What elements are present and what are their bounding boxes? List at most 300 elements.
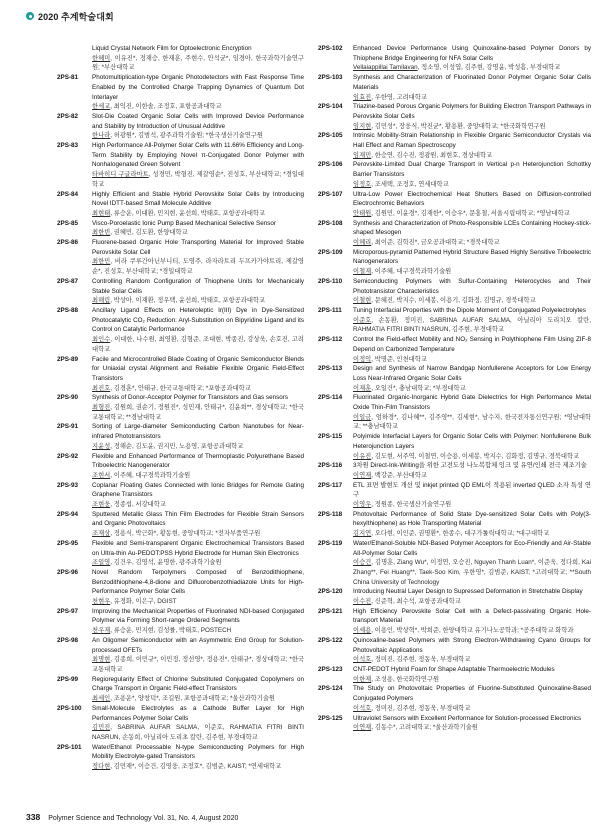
entry-title: An Oligomer Semiconductor with an Asymmetric End Group for Solution-processed OFETs xyxy=(92,636,304,654)
poster-number: 2PS-112 xyxy=(318,336,343,344)
poster-number: 2PS-100 xyxy=(57,704,82,712)
coauthors-affiliations: , 김종희, 이민규*, 이민정, 정선영*, 정용진*, 안태규*, 경상대학교; *한국교통대학교 xyxy=(92,656,304,673)
entry-title: Ancillary Ligand Effects on Heteroleptic Ir(III) Dye in Dye-Sensitized Photocatalytic CO₂ Reduction: Aryl-Substitution on Bipyridine Ligand and its Control on Catalytic Performance xyxy=(92,306,304,334)
poster-number: 2PS-120 xyxy=(318,588,343,596)
entry-title: 3차원 Direct-Ink-Writing을 위한 고전도성 나노복합체 잉크 및 유연/인쇄 전극 제조기술 xyxy=(353,462,587,470)
presenter-name: Vellaiappillai Tamilavan xyxy=(353,64,418,72)
entry-title: Water/Ethanol Processable N-type Semiconducting Polymers for High Mobility Electrolyte-gated Transistors xyxy=(92,743,304,761)
presenter-name: 천우재 xyxy=(92,627,111,635)
entry-authors xyxy=(92,762,304,772)
presenter-name: 이석호 xyxy=(353,704,372,712)
entry-body xyxy=(353,665,591,684)
coauthors-affiliations: , 신준혁, 최수석, 포항공과대학교 xyxy=(371,598,461,606)
entry-authors xyxy=(92,102,304,112)
entry-body xyxy=(92,44,304,73)
entry-title: Synthesis and Characterization of Fluorinated Donor Polymer Organic Solar Cells Materials xyxy=(353,74,591,91)
entry-authors xyxy=(92,723,304,742)
entry-authors xyxy=(92,471,304,481)
entry-authors xyxy=(92,228,304,238)
entry-body xyxy=(92,355,304,394)
program-entry xyxy=(57,704,304,743)
program-entry xyxy=(57,190,304,219)
entry-body xyxy=(92,607,304,636)
program-entry xyxy=(57,510,304,539)
program-entry xyxy=(318,73,591,102)
entry-title: Quinoxaline-based Polymers with Strong Electron-Withdrawing Cyano Groups for Photovoltaic Applications xyxy=(353,636,591,654)
entry-body xyxy=(353,636,591,665)
program-entry xyxy=(318,102,591,131)
entry-body xyxy=(353,44,591,73)
coauthors-affiliations: , 권혜민, 김도환, 한양대학교 xyxy=(110,229,188,237)
entry-authors xyxy=(92,384,304,394)
entry-title: Visco-Poroelastic Ionic Pump Based Mechanical Selective Sensor xyxy=(92,219,276,227)
program-entry xyxy=(57,219,304,238)
entry-body xyxy=(92,704,304,743)
program-entry xyxy=(57,277,304,306)
entry-body xyxy=(353,393,591,432)
presenter-name: 이영우 xyxy=(353,501,372,509)
poster-number: 2PS-109 xyxy=(318,248,343,256)
presenter-name: 이재훈 xyxy=(353,384,372,392)
journal-citation: Polymer Science and Technology Vol. 31, No. 4, August 2020 xyxy=(48,815,239,822)
poster-number: 2PS-119 xyxy=(318,539,343,547)
program-entry xyxy=(57,452,304,481)
poster-number: 2PS-88 xyxy=(57,306,79,314)
poster-number: 2PS-113 xyxy=(318,365,343,373)
poster-number: 2PS-117 xyxy=(318,481,343,489)
program-entry xyxy=(57,636,304,675)
entry-title: Synthesis and Characterization of Photo-Responsible LCEs Containing Hockey-stick-shaped Mesogen xyxy=(353,219,591,237)
poster-number: 2PS-86 xyxy=(57,239,79,247)
program-entry xyxy=(318,160,591,189)
entry-authors xyxy=(353,529,591,539)
poster-number: 2PS-115 xyxy=(318,433,343,441)
presenter-name: 이석호 xyxy=(353,656,372,664)
entry-authors xyxy=(92,500,304,510)
right-column xyxy=(318,44,591,733)
entry-authors xyxy=(353,452,591,462)
poster-number: 2PS-105 xyxy=(318,132,343,140)
program-entry xyxy=(318,364,591,393)
entry-body xyxy=(92,238,304,277)
poster-number: 2PS-87 xyxy=(57,277,79,285)
entry-body xyxy=(353,432,591,461)
presenter-name: 최명현 xyxy=(92,656,111,664)
entry-authors xyxy=(92,694,304,704)
entry-body xyxy=(92,393,304,422)
entry-title: Perovskite-Limited Dual Charge Transport in Vertical p-n Heterojunction Schottky Barrier Transistors xyxy=(353,161,591,179)
left-column xyxy=(57,44,304,772)
poster-number: 2PS-92 xyxy=(57,452,79,460)
poster-number: 2PS-89 xyxy=(57,355,79,363)
program-entry xyxy=(57,44,304,73)
coauthors-affiliations: , 최익진, 이한솔, 조정호, 포항공과대학교 xyxy=(110,103,222,111)
presenter-name: 이혜리 xyxy=(353,239,372,247)
coauthors-affiliations: , 우한영, 고려대학교 xyxy=(371,93,427,101)
entry-authors xyxy=(92,558,304,568)
entry-body xyxy=(353,219,591,248)
poster-number: 2PS-104 xyxy=(318,103,343,111)
program-entry xyxy=(57,306,304,355)
coauthors-affiliations: , 김경훈*, 안태규, 한국교통대학교; *포항공과대학교 xyxy=(110,384,251,392)
entry-authors xyxy=(353,180,591,190)
entry-authors xyxy=(353,704,591,714)
entry-body xyxy=(353,481,591,510)
entry-authors xyxy=(353,558,591,587)
entry-body xyxy=(92,675,304,704)
poster-number: 2PS-124 xyxy=(318,685,343,693)
presenter-name: 이정익 xyxy=(353,355,372,363)
entry-title: Design and Synthesis of Narrow Bandgap Nonfullerene Acceptors for Low Energy Loss Near-Infrared Organic Solar Cells xyxy=(353,365,591,382)
poster-number: 2PS-94 xyxy=(57,510,79,518)
program-entry xyxy=(318,131,591,160)
entry-title: Sputtered Metallic Glass Thin Film Electrodes for Flexible Strain Sensors and Organic Photovoltaics xyxy=(92,510,304,528)
coauthors-affiliations: , 박명준, 인천대학교 xyxy=(371,355,427,363)
entry-authors xyxy=(353,296,591,306)
entry-body xyxy=(353,102,591,131)
presenter-name: 조재상 xyxy=(92,530,111,538)
presenter-name: 정다현 xyxy=(92,763,111,771)
entry-title: Control the Field-effect Mobility and NO₂ Sensing in Polythiophene Film Using ZIF-8 Depend on Carbonized Temperature xyxy=(353,336,591,353)
presenter-name: 최세인 xyxy=(92,695,111,703)
coauthors-affiliations: , 유정화, 이은구, DGIST xyxy=(110,598,177,606)
entry-body xyxy=(353,364,591,393)
entry-title: Triazine-based Porous Organic Polymers for Building Electron Transport Pathways in Perovskite Solar Cells xyxy=(353,103,591,120)
entry-body xyxy=(353,190,591,219)
coauthors-affiliations: , SABRINA AUFAR SALMA, 이준호, RAHMATIA FITRI BINTI NASRUN, 손동희, 아닐리아 도리초 칼란, 김주현, 부경대학교 xyxy=(92,724,304,741)
poster-number: 2PS-122 xyxy=(318,636,343,644)
coauthors-affiliations: , 엄하경*, 김나혜**, 김주영**, 김세현*, 남수지, 한국전자통신연구원; *영남대학교; **충남대학교 xyxy=(353,413,591,431)
presenter-name: 이승건 xyxy=(353,559,372,567)
program-entry xyxy=(318,44,591,73)
section-header xyxy=(26,10,114,22)
entry-body xyxy=(353,587,591,606)
coauthors-affiliations: , 이주혜, 대구경북과학기술원 xyxy=(371,268,452,276)
entry-title: Intrinsic Mobility-Strain Relationship in Flexible Organic Semiconductor Crystals via Hall Effect and Raman Spectroscopy xyxy=(353,132,591,150)
entry-body xyxy=(353,335,591,364)
entry-authors xyxy=(92,597,304,607)
entry-authors xyxy=(92,626,304,636)
poster-number: 2PS-107 xyxy=(318,190,343,198)
coauthors-affiliations: , 김동수*, 고려대학교; *울산과학기술원 xyxy=(371,724,478,732)
entry-title: Ultra-Low Power Electrochemical Heat Shutters Based on Diffusion-controlled Electrochromic Behaviors xyxy=(353,190,591,208)
presenter-name: 최형진 xyxy=(92,404,111,412)
program-entry xyxy=(318,539,591,588)
entry-authors xyxy=(92,403,304,422)
entry-authors xyxy=(353,384,591,394)
program-entry xyxy=(57,675,304,704)
entry-title: The Study on Photovoltaic Properties of Fluorine-Substituted Quinoxaline-Based Conjugated Polymers xyxy=(353,685,591,703)
entry-title: Fluorinated Organic-Inorganic Hybrid Gate Dielectrics for High Performance Metal Oxide Thin-Film Transistors xyxy=(353,394,591,412)
entry-title: Liquid Crystal Network Film for Optoelectronic Encryption xyxy=(92,45,252,52)
entry-body xyxy=(353,131,591,160)
entry-title: Novel Random Terpolymers Composed of Benzodithiophene, Benzodithiophene-4,8-dione and Difluorobenzothiadiazole Units for High-Performance Polymer Solar Cells xyxy=(92,568,304,596)
entry-authors xyxy=(92,54,304,73)
presenter-name: 김지연 xyxy=(353,530,372,538)
program-entry xyxy=(318,190,591,219)
program-entry xyxy=(57,141,304,190)
entry-body xyxy=(92,743,304,772)
entry-authors xyxy=(353,209,591,219)
entry-authors xyxy=(353,675,591,685)
entry-title: High Performance All-Polymer Solar Cells with 11.66% Efficiency and Long-Term Stability by Employing Novel π-Conjugated Donor Polymer with Nonhalogenated Green Solvent xyxy=(92,142,304,169)
poster-number: 2PS-121 xyxy=(318,607,343,615)
presenter-name: 임효진 xyxy=(353,93,372,101)
poster-number: 2PS-125 xyxy=(318,714,343,722)
entry-body xyxy=(92,636,304,675)
coauthors-affiliations: , 이주혜, 대구경북과학기술원 xyxy=(110,471,191,479)
presenter-name: 타바히디 구글라마트 xyxy=(92,171,149,179)
program-entry xyxy=(57,481,304,510)
entry-title: Photomultiplication-type Organic Photodetectors with Fast Response Time Enabled by the Controlled Charge Trapping Dynamics of Quantum Dot Interlayer xyxy=(92,74,304,101)
entry-title: High Efficiency Perovskite Solar Cell with a Defect-passivating Organic Hole-transport Material xyxy=(353,607,591,625)
poster-number: 2PS-90 xyxy=(57,394,79,402)
coauthors-affiliations: , 이용인, 박상혁*, 박희준, 한양대학교 유기나노공학과; *공주대학교 화학과 xyxy=(371,627,574,635)
entry-body xyxy=(353,510,591,539)
coauthors-affiliations: , 이대한, 나수원, 최영환, 김형준, 조대현, 박종진, 강상욱, 손호진, 고려대학교 xyxy=(92,336,304,353)
entry-authors xyxy=(353,413,591,432)
entry-title: Introducing Neutral Layer Design to Supressed Deformation in Stretchable Display xyxy=(353,588,583,596)
entry-body xyxy=(92,277,304,306)
entry-title: Coplanar Floating Gates Connected with Ionic Bridges for Remote Gating Graphene Transistors xyxy=(92,481,304,499)
presenter-name: 임재민 xyxy=(353,151,372,159)
entry-title: Enhanced Device Performance Using Quinoxaline-based Polymer Donors by Thiophene Bridge Engineering for NFA Solar Cells xyxy=(353,45,591,62)
presenter-name: 천현우 xyxy=(92,598,111,606)
coauthors-affiliations: , 류승운, 이대환, 민지현, 윤선희, 박태호, 포항공과대학교 xyxy=(110,209,266,217)
page-number: 338 xyxy=(26,812,41,822)
entry-authors xyxy=(353,655,591,665)
entry-body xyxy=(353,160,591,189)
presenter-name: 이철재 xyxy=(353,268,372,276)
entry-body xyxy=(92,422,304,451)
entry-authors xyxy=(353,93,591,103)
poster-number: 2PS-116 xyxy=(318,462,343,470)
poster-number: 2PS-108 xyxy=(318,219,343,227)
entry-body xyxy=(92,452,304,481)
entry-authors xyxy=(92,296,304,306)
presenter-name: 최인수 xyxy=(92,336,111,344)
entry-authors xyxy=(353,316,591,335)
presenter-name: 조현웅 xyxy=(92,501,111,509)
presenter-name: 조현서 xyxy=(92,471,111,479)
program-entry xyxy=(318,684,591,713)
coauthors-affiliations: , 정종섭, 서강대학교 xyxy=(110,501,166,509)
entry-body xyxy=(92,481,304,510)
program-entry xyxy=(57,539,304,568)
entry-authors xyxy=(92,257,304,276)
program-entry xyxy=(57,112,304,141)
entry-body xyxy=(353,607,591,636)
program-entry xyxy=(57,743,304,772)
program-entry xyxy=(318,335,591,364)
coauthors-affiliations: , 이유진*, 정재승, 한재훈, 주현수, 안석균*, 임경아, 한국과학기술연구원; *부산대학교 xyxy=(92,54,304,72)
presenter-name: 최진호 xyxy=(92,384,111,392)
coauthors-affiliations: , 박상아, 이재환, 정우택, 윤선희, 박태호, 포항공과대학교 xyxy=(110,297,266,305)
entry-title: Water/Ethanol-Soluble NDI-Based Polymer Acceptors for Eco-Friendly and Air-Stable All-Polymer Solar Cells xyxy=(353,539,591,557)
poster-number: 2PS-83 xyxy=(57,142,79,150)
conference-title: 2020 추계학술대회 xyxy=(38,11,114,22)
coauthors-affiliations: , 한승연, 김수진, 정광원, 최현호, 경상대학교 xyxy=(371,151,493,159)
presenter-name: 한혜미 xyxy=(92,54,111,62)
entry-body xyxy=(353,248,591,277)
coauthors-affiliations: , 성경민, 박형진, 제갈영순*, 진성호, 부산대학교; *경일대학교 xyxy=(92,171,304,188)
coauthors-affiliations: , 백강준, 부산대학교 xyxy=(371,471,427,479)
presenter-name: 이수진 xyxy=(353,598,372,606)
presenter-name: 한세교 xyxy=(92,103,111,111)
presenter-name: 이연재 xyxy=(353,724,372,732)
entry-authors xyxy=(92,170,304,189)
program-entry xyxy=(318,587,591,606)
program-entry xyxy=(318,665,591,684)
program-entry xyxy=(318,277,591,306)
entry-title: CNT-PEDOT Hybrid Foam for Shape Adaptable Thermoelectric Modules xyxy=(353,666,555,673)
presenter-name: 조일영 xyxy=(92,559,111,567)
entry-body xyxy=(92,568,304,607)
page-footer xyxy=(26,812,238,822)
coauthors-affiliations: , 김민재*, 이승건, 김영웅, 조정호*, 김범준, KAIST; *연세대학교 xyxy=(110,763,282,771)
poster-number: 2PS-103 xyxy=(318,74,343,82)
presenter-name: 최한빈 xyxy=(92,229,111,237)
program-entry xyxy=(57,393,304,422)
entry-body xyxy=(92,539,304,568)
presenter-name: 이세용 xyxy=(353,627,372,635)
coauthors-affiliations: , 손동환, 정미진, SABRINA AUFAR SALMA, 아닐리아 도리치오 칼란, RAHMATIA FITRI BINTI NASRUN, 김주현, 부경대학교 xyxy=(353,316,591,334)
entry-authors xyxy=(353,723,591,733)
presenter-name: 안태원 xyxy=(353,209,372,217)
poster-number: 2PS-111 xyxy=(318,306,342,314)
program-entry xyxy=(318,461,591,480)
program-entry xyxy=(318,510,591,539)
entry-authors xyxy=(353,355,591,365)
poster-number: 2PS-123 xyxy=(318,666,343,673)
program-entry xyxy=(318,607,591,636)
entry-authors xyxy=(353,500,591,510)
entry-authors xyxy=(92,131,304,141)
entry-body xyxy=(92,190,304,219)
presenter-name: 김민진 xyxy=(92,724,111,732)
program-entry xyxy=(57,73,304,112)
entry-title: Tuning Interfacial Properties with the Dipole Moment of Conjugated Polyelectrolytes xyxy=(353,306,586,314)
entry-authors xyxy=(92,335,304,354)
poster-number: 2PS-81 xyxy=(57,74,79,82)
program-entry xyxy=(318,219,591,248)
entry-title: Highly Efficient and Stable Hybrid Perovskite Solar Cells by Introducing Novel IDTT-based Small Molecule Additive xyxy=(92,190,304,208)
coauthors-affiliations: , 조성용, 한국화학연구원 xyxy=(371,675,440,683)
poster-number: 2PS-84 xyxy=(57,190,79,198)
program-entry xyxy=(318,714,591,733)
entry-title: Controlling Random Configuration of Thiophene Units for Mechanically Stable Solar Cells xyxy=(92,277,304,295)
coauthors-affiliations: , 김건우, 김영석, 윤명한, 광주과학기술원 xyxy=(110,559,222,567)
coauthors-affiliations: , 오일건*, 충남대학교; *부경대학교 xyxy=(371,384,466,392)
poster-number: 2PS-110 xyxy=(318,277,343,285)
presenter-name: 이일금 xyxy=(353,413,372,421)
entry-authors xyxy=(92,655,304,674)
entry-authors xyxy=(353,151,591,161)
coauthors-affiliations: , 조세택, 조정호, 연세대학교 xyxy=(371,180,449,188)
entry-title: Slot-Die Coated Organic Solar Cells with Improved Device Performance and Stability by Introduction of Unusual Additive xyxy=(92,112,304,130)
program-entry xyxy=(57,607,304,636)
entry-title: Semiconducting Polymers with Sulfur-Containing Heterocycles and Their Phototransistor Characteristics xyxy=(353,277,591,295)
coauthors-affiliations: , 김도현, 서주역, 이철연, 이승용, 이세봉, 박지수, 김화정, 김명규, 경북대학교 xyxy=(371,452,580,460)
entry-title: Ultraviolet Sensors with Excellent Performance for Solution-processed Electronics xyxy=(353,714,582,722)
presenter-name: 최현태 xyxy=(92,209,111,217)
entry-title: Polyimide Interfacial Layers for Organic Solar Cells with Polymer: Nonfullerene Bulk Heterojunction Layers xyxy=(353,433,591,450)
entry-body xyxy=(92,141,304,190)
coauthors-affiliations: , 허광원*, 김범석, 광주과학기술원; *한국생산기술연구원 xyxy=(110,132,263,140)
poster-number: 2PS-91 xyxy=(57,423,79,431)
entry-authors xyxy=(353,122,591,132)
poster-number: 2PS-95 xyxy=(57,539,79,547)
presenter-name: 지윤성 xyxy=(92,442,111,450)
entry-body xyxy=(92,306,304,355)
program-entry xyxy=(318,481,591,510)
entry-authors xyxy=(92,529,304,539)
circle-bullet-icon xyxy=(26,12,34,20)
entry-title: Improving the Mechanical Properties of Fluorinated NDI-based Conjugated Polymer via Forming Short-range Ordered Segments xyxy=(92,607,304,625)
entry-authors xyxy=(353,597,591,607)
coauthors-affiliations: , 최이준, 김학진*, 금오공과대학교; *경북대학교 xyxy=(371,239,500,247)
coauthors-affiliations: , 비라 쿠루간아닌부니티, 도영주, 라자라트리 두프카가야트리, 제갈영순*, 진성호, 부산대학교; *경일대학교 xyxy=(92,258,304,276)
program-entry xyxy=(318,306,591,335)
coauthors-affiliations: , 정소영, 이성엽, 김주현, 강명윤, 박성흠, 부경대학교 xyxy=(417,64,561,72)
program-entry xyxy=(318,432,591,461)
program-entry xyxy=(318,393,591,432)
entry-authors xyxy=(353,267,591,277)
entry-body xyxy=(353,277,591,306)
entry-body xyxy=(353,461,591,480)
entry-body xyxy=(353,73,591,102)
program-entry xyxy=(318,636,591,665)
entry-authors xyxy=(353,626,591,636)
coauthors-affiliations: , 김민성*, 장웅식, 박진균*, 황용환, 중앙대학교; *한국화학연구원 xyxy=(371,122,546,130)
entry-title: Fluorene-based Organic Hole Transporting Material for Improved Stable Perovskite Solar Cell xyxy=(92,239,304,256)
coauthors-affiliations: , 정미진, 김주현, 정동욱, 부경대학교 xyxy=(371,656,471,664)
entry-body xyxy=(353,684,591,713)
poster-number: 2PS-114 xyxy=(318,394,343,402)
poster-number: 2PS-106 xyxy=(318,161,343,169)
presenter-name: 이연재 xyxy=(353,471,372,479)
entry-title: Facile and Microcontrolled Blade Coating of Organic Semiconductor Blends for Uniaxial crystal Alignment and Reliable Flexible Organic Field-Effect Transistors xyxy=(92,355,304,382)
entry-title: Regioregularity Effect of Chlorine Substituted Conjugated Copolymers on Charge Transport in Organic Field-effect Transistors xyxy=(92,675,304,693)
entry-authors xyxy=(353,471,591,481)
entry-title: Flexible and Enhanced Performance of Thermoplastic Polyurethane Based Triboelectric Nanogenerator xyxy=(92,452,304,470)
entry-body xyxy=(92,112,304,141)
poster-number: 2PS-102 xyxy=(318,45,343,52)
entry-authors xyxy=(92,209,304,219)
presenter-name: 이한재 xyxy=(353,675,372,683)
poster-number: 2PS-93 xyxy=(57,481,79,489)
entry-title: ETL 표면 발현도 개선 및 inkjet printed QD EML이 적용된 inverted QLED 소자 특성 연구 xyxy=(353,481,591,499)
presenter-name: 한나라 xyxy=(92,132,111,140)
entry-body xyxy=(92,73,304,112)
poster-number: 2PS-118 xyxy=(318,510,343,518)
presenter-name: 임정호 xyxy=(353,180,372,188)
coauthors-affiliations: , 정미진, 김주현, 정동욱, 부경대학교 xyxy=(371,704,471,712)
poster-number: 2PS-96 xyxy=(57,568,79,576)
poster-number: 2PS-98 xyxy=(57,636,79,644)
entry-body xyxy=(353,539,591,588)
poster-number: 2PS-82 xyxy=(57,112,79,120)
coauthors-affiliations: , 정원종, 한국생산기술연구원 xyxy=(371,501,452,509)
program-entry xyxy=(318,248,591,277)
coauthors-affiliations: , 김원희, 권순기, 정원진*, 성민재, 안태규*, 김윤희**, 경상대학교; *한국교통대학교; **경남대학교 xyxy=(92,404,304,421)
entry-body xyxy=(92,219,304,238)
entry-title: Sorting of Large-diameter Semiconducting Carbon Nanotubes for Near-infrared Phototransistors xyxy=(92,423,304,441)
entry-body xyxy=(92,510,304,539)
program-entry xyxy=(57,422,304,451)
coauthors-affiliations: , 김명훈, Ziang Wu*, 이정연, 오승진, Nguyen Thanh Luan*, 이준욱, 정다희, Kai Zhang**, Fei Huang**, Taek-Soo Kim, 우한영*, 김범준, KAIST; *고려대학교; **South China University of Technology xyxy=(353,559,591,586)
entry-title: Photovoltaic Performance of Solid State Dye-sensitized Solar Cells with Poly(3-hexylthiophene) as Hole Transporting Material xyxy=(353,510,591,528)
